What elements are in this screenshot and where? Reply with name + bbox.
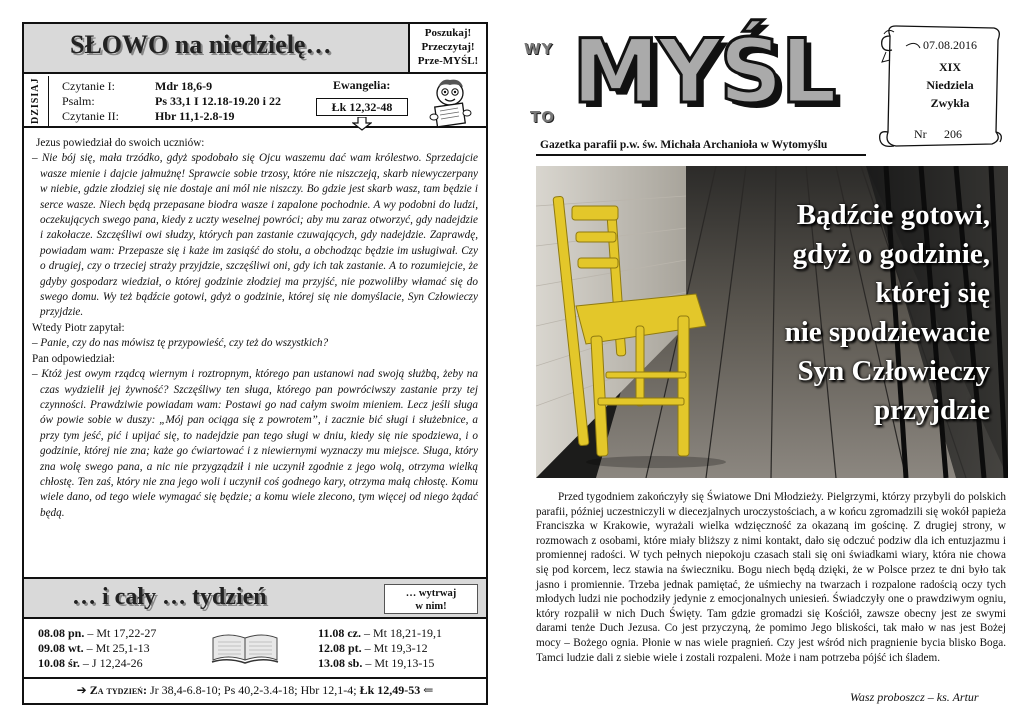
day-reading: 11.08 cz. – Mt 18,21-19,1 xyxy=(318,626,442,640)
logo-to: TO xyxy=(530,108,555,126)
day-reading: 08.08 pn. – Mt 17,22-27 xyxy=(38,626,157,640)
next-week-gospel: Łk 12,49-53 xyxy=(359,683,421,697)
arrow-down-icon xyxy=(352,117,372,131)
sunday-name: Niedziela xyxy=(926,78,974,92)
reading-1-label: Czytanie I: xyxy=(62,79,115,93)
header-tag-line: Przeczytaj! xyxy=(421,41,475,53)
header-tag-line: Prze-MYŚL! xyxy=(417,55,479,67)
day-reading: 09.08 wt. – Mt 25,1-13 xyxy=(38,641,150,655)
day-reading: 10.08 śr. – J 12,24-26 xyxy=(38,656,143,670)
gospel-paragraph: Wtedy Piotr zapytał: xyxy=(32,321,125,334)
sunday-word-title: SŁOWO na niedzielę… xyxy=(70,30,332,59)
issue-nr-label: Nr xyxy=(914,127,927,141)
gospel-label: Ewangelia: xyxy=(333,78,391,92)
quote-line: gdyż o godzinie, xyxy=(792,238,990,270)
quote-line: Syn Człowieczy xyxy=(797,355,990,387)
cartoon-boy-reading-icon xyxy=(420,77,482,129)
quote-line: Bądźcie gotowi, xyxy=(796,199,990,231)
sunday-number: XIX xyxy=(938,60,961,74)
photo-quote xyxy=(720,196,990,430)
open-bible-icon xyxy=(210,630,280,666)
psalm-ref: Ps 33,1 I 12.18-19.20 i 22 xyxy=(155,94,281,108)
pastor-signature: Wasz proboszcz – ks. Artur xyxy=(850,690,979,704)
day-reading: 12.08 pt. – Mt 19,3-12 xyxy=(318,641,428,655)
quote-line: nie spodziewacie xyxy=(784,316,990,348)
header-tag-line: Poszukaj! xyxy=(424,27,472,39)
gospel-ref: Łk 12,32-48 xyxy=(316,98,408,116)
logo-wy: WY xyxy=(524,40,554,58)
week-tag xyxy=(384,584,478,614)
quote-line: przyjdzie xyxy=(874,394,990,426)
next-week-readings xyxy=(24,677,486,703)
day-reading: 13.08 sb. – Mt 19,13-15 xyxy=(318,656,435,670)
next-week-refs: Jr 38,4-6.8-10; Ps 40,2-3.4-18; Hbr 12,1-4; xyxy=(146,683,360,697)
quote-line: której się xyxy=(875,277,990,309)
gospel-paragraph: – Panie, czy do nas mówisz tę przypowieść, czy też do wszystkich? xyxy=(32,337,329,350)
issue-nr-value: 206 xyxy=(944,127,962,141)
next-week-label: Za tydzień: xyxy=(89,683,147,697)
parish-subtitle: Gazetka parafii p.w. św. Michała Archanioła w Wytomyślu xyxy=(540,139,828,151)
week-title: … i cały … tydzień xyxy=(72,584,267,610)
reading-2-label: Czytanie II: xyxy=(62,109,119,123)
gospel-paragraph: Pan odpowiedział: xyxy=(32,352,115,365)
reading-2-ref: Hbr 11,1-2.8-19 xyxy=(155,109,235,123)
arrow-right-icon: ➔ xyxy=(76,683,90,697)
reading-1-ref: Mdr 18,6-9 xyxy=(155,79,213,93)
logo-mysl: MYŚL xyxy=(572,20,835,123)
gospel-paragraph: – Nie bój się, mała trzódko, gdyż spodobało się Ojcu waszemu dać wam królestwo. Sprzedajcie wasze mienie i dajcie jałmużnę! Sprawcie sobie trzosy, które nie niszczeją, skarb niewyczerpany w niebie, gdzie złodziej się nie dostaje ani mól nie niszczy. Bo gdzie jest skarb wasz, tam będzie i serce wasze. Niech będą przepasane biodra wasze i zapalone pochodnie. A wy podobni do ludzi, oczekujących swego pana, kiedy z uczty weselnej powróci; aby mu zaraz otworzyć, gdy nadejdzie i zakołacze. Szczęśliwi owi słudzy, których pan zastanie czuwających, gdy nadejdzie. Zaprawdę, powiadam wam: Przepasze się i każe im zasiąść do stołu, a obchodząc będzie im usługiwał. Czy o drugiej, czy o trzeciej straży przyjdzie, szczęśliwi oni, gdy ich tak zastanie. A to rozumiejcie, że gdyby gospodarz wiedział, o której godzinie złodziej ma przyjść, nie pozwoliłby włamać się do swego domu. Wy też bądźcie gotowi, gdyż o godzinie, której się nie domyślacie, Syn Człowieczy przyjdzie. xyxy=(32,152,478,319)
psalm-label: Psalm: xyxy=(62,94,95,108)
week-tag-line: w nim! xyxy=(415,601,447,612)
pastor-article: Przed tygodniem zakończyły się Światowe Dni Młodzieży. Pielgrzymi, którzy przybyli do polskich parafii, później uczestniczyli w diecezjalnych uroczystościach, a w końcu zgromadzili się wokół papieża Franciszka w Krakowie, wyrażali wielka wdzięczność za okazaną im gościnę. Z drugiej strony, w rozmowach z osobami, które miały bliższy z nimi kontakt, dało się odczuć podziw dla ich entuzjazmu i promiennej radości. W tych pełnych niepokoju czasach stali się oni świadkami wiary, która nie chowa się pod korcem, lecz stawia na świeczniku. Bogu niech będą dzięki, że w Polsce przez te dni było tak jasno i promiennie. Trzeba jednak pamiętać, że uśmiechy na twarzach i rozpalone radością oczy tych młodych ludzi nie pochodziły jedynie z emocjonalnych uniesień. Świadczyły one o prawdziwym ogniu, który rozpalił w nich Duch Święty. Tam gdzie gromadzi się Kościół, zawsze obecny jest ze swymi darami tenże Duch Jezusa. Co jest przyczyną, że pomimo Jego bliskości, tak mało w nas jest Bożej mocy – Bożego ognia. Płonie w nas wiele pragnień. Czy jest wśród nich pragnienie bycia blisko Boga. Tamci ludzie dali z siebie wiele i zostali rozpaleni. Może i nam potrzeba pójść ich śladem. xyxy=(536,491,1006,664)
issue-date: 07.08.2016 xyxy=(923,38,977,52)
header-tag xyxy=(408,24,486,72)
gospel-paragraph: Jezus powiedział do swoich uczniów: xyxy=(36,137,205,149)
gospel-paragraph: – Któż jest owym rządcą wiernym i roztropnym, którego pan ustanowi nad swoją służbą, żeby na czas wydzielił jej żywność? Szczęśliwy ten sługa, którego pan powróciwszy zastanie przy tej czynności. Prawdziwie powiadam wam: Postawi go nad całym swoim mieniem. Lecz jeśli sługa ów powie sobie w duszy: „Mój pan ociąga się z powrotem”, i zacznie bić sługi i służebnice, a przy tym jeść, pić i upijać się, to nadejdzie pan tego sługi w dniu, kiedy się nie spodziewa, i o godzinie, której nie zna; każe go ćwiartować i z niewiernymi wyznaczy mu miejsce. Sługa, który zna wolę swego pana, a nic nie przygządził i nie uczynił zgodnie z jego wolą, otrzyma wielką chłostę. Ten zaś, który nie zna jego woli i uczynił coś godnego kary, otrzyma małą chłostę. Komu wiele dano, od tego wiele wymagać się będzie; a komu wiele zlecono, tym więcej od niego żądać będą. xyxy=(32,368,478,519)
week-tag-line: … wytrwaj xyxy=(405,588,457,599)
today-label: DZISIAJ xyxy=(30,77,41,124)
sunday-name-2: Zwykła xyxy=(930,96,970,110)
today-divider xyxy=(48,76,49,126)
subtitle-rule xyxy=(536,154,866,156)
gospel-text xyxy=(32,136,478,521)
arrow-left-icon: ⇐ xyxy=(420,683,434,697)
